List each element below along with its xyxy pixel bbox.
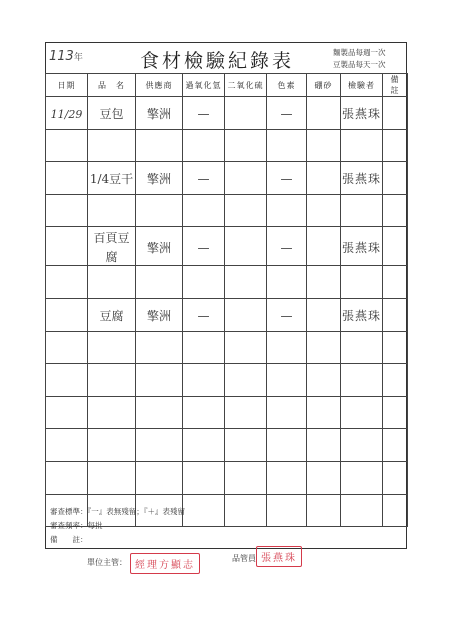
cell-borax	[307, 364, 341, 397]
cell-date	[46, 162, 88, 195]
cell-pigment	[267, 331, 307, 364]
cell-so2	[225, 129, 267, 162]
cell-pigment	[267, 129, 307, 162]
cell-item	[88, 129, 136, 162]
column-header-date: 日期	[46, 74, 88, 97]
cell-borax	[307, 162, 341, 195]
cell-remark	[383, 396, 408, 429]
table-row	[46, 266, 408, 299]
cell-borax	[307, 298, 341, 331]
cell-inspector	[341, 396, 383, 429]
cell-remark	[383, 364, 408, 397]
cell-pigment	[267, 396, 307, 429]
cell-supplier	[136, 194, 183, 227]
cell-remark	[383, 97, 408, 130]
cell-pigment	[267, 298, 307, 331]
cell-value-item: 豆包	[99, 107, 124, 122]
cell-item	[88, 364, 136, 397]
cell-supplier	[136, 97, 183, 130]
cell-h2o2	[183, 227, 225, 266]
cell-inspector	[341, 364, 383, 397]
cell-inspector	[341, 194, 383, 227]
table-row	[46, 97, 408, 130]
cell-item	[88, 266, 136, 299]
table-row	[46, 364, 408, 397]
remark-note: 備 註：	[50, 535, 88, 544]
column-header-remark: 備 註	[383, 74, 408, 97]
cell-borax	[307, 194, 341, 227]
cell-value-pigment: —	[280, 309, 293, 324]
cell-remark	[383, 331, 408, 364]
cell-date	[46, 396, 88, 429]
cell-borax	[307, 429, 341, 462]
unit-head-stamp: 經理方顯志	[130, 553, 200, 574]
cell-so2	[225, 429, 267, 462]
cell-h2o2	[183, 162, 225, 195]
cell-so2	[225, 97, 267, 130]
cell-value-item: 百頁豆腐	[93, 231, 130, 265]
year-value: 113	[49, 49, 74, 64]
cell-remark	[383, 129, 408, 162]
cell-inspector	[341, 494, 383, 527]
cell-date	[46, 461, 88, 494]
cell-pigment	[267, 194, 307, 227]
cell-value-item: 豆腐	[99, 309, 124, 324]
cell-borax	[307, 461, 341, 494]
cell-date	[46, 429, 88, 462]
cell-value-supplier: 擎洲	[146, 240, 171, 255]
table-row	[46, 331, 408, 364]
cell-item	[88, 331, 136, 364]
cell-borax	[307, 227, 341, 266]
table-row	[46, 227, 408, 266]
cell-remark	[383, 494, 408, 527]
cell-supplier	[136, 129, 183, 162]
column-header-h2o2: 過氧化氫	[183, 74, 225, 97]
cell-value-h2o2: —	[197, 309, 210, 324]
cell-inspector	[341, 97, 383, 130]
cell-item	[88, 429, 136, 462]
inspection-table	[45, 73, 408, 527]
cell-so2	[225, 298, 267, 331]
cell-borax	[307, 266, 341, 299]
cell-value-pigment: —	[280, 172, 293, 187]
cell-so2	[225, 331, 267, 364]
cell-supplier	[136, 429, 183, 462]
cell-pigment	[267, 494, 307, 527]
table-row	[46, 162, 408, 195]
cell-value-date: 11/29	[50, 108, 83, 122]
unit-head-label: 單位主管：	[87, 558, 127, 567]
cell-borax	[307, 331, 341, 364]
cell-date	[46, 364, 88, 397]
table-row	[46, 129, 408, 162]
cell-h2o2	[183, 396, 225, 429]
cell-value-inspector: 張燕珠	[341, 240, 381, 255]
cell-so2	[225, 266, 267, 299]
cell-inspector	[341, 429, 383, 462]
cell-supplier	[136, 266, 183, 299]
column-header-item: 品 名	[88, 74, 136, 97]
cell-remark	[383, 162, 408, 195]
cell-value-h2o2: —	[197, 107, 210, 122]
cell-pigment	[267, 97, 307, 130]
column-header-supplier: 供應商	[136, 74, 183, 97]
cell-h2o2	[183, 461, 225, 494]
column-header-inspector: 檢驗者	[341, 74, 383, 97]
cell-borax	[307, 129, 341, 162]
cell-remark	[383, 461, 408, 494]
table-row	[46, 429, 408, 462]
cell-supplier	[136, 461, 183, 494]
cell-date	[46, 331, 88, 364]
cell-inspector	[341, 266, 383, 299]
cell-item	[88, 162, 136, 195]
cell-item	[88, 227, 136, 266]
cell-inspector	[341, 298, 383, 331]
cell-value-h2o2: —	[197, 172, 210, 187]
table-row	[46, 396, 408, 429]
cell-date	[46, 97, 88, 130]
cell-value-supplier: 擎洲	[146, 309, 171, 324]
cell-remark	[383, 194, 408, 227]
cell-h2o2	[183, 429, 225, 462]
cell-supplier	[136, 162, 183, 195]
manager-stamp: 張燕珠	[256, 546, 302, 567]
cell-inspector	[341, 461, 383, 494]
cell-h2o2	[183, 194, 225, 227]
cell-so2	[225, 396, 267, 429]
cell-date	[46, 129, 88, 162]
cell-remark	[383, 298, 408, 331]
cell-value-inspector: 張燕珠	[341, 309, 381, 324]
table-row	[46, 194, 408, 227]
cell-value-supplier: 擎洲	[146, 107, 171, 122]
cell-item	[88, 396, 136, 429]
cell-value-inspector: 張燕珠	[341, 172, 381, 187]
cell-pigment	[267, 162, 307, 195]
manager-label: 品管員	[232, 554, 256, 563]
cell-item	[88, 97, 136, 130]
cell-item	[88, 298, 136, 331]
cell-supplier	[136, 396, 183, 429]
standard-note: 審查標準：『一』表無殘留；『＋』表殘留	[50, 507, 185, 516]
cell-so2	[225, 461, 267, 494]
cell-borax	[307, 396, 341, 429]
page-title: 食材檢驗紀錄表	[140, 50, 295, 72]
cell-h2o2	[183, 331, 225, 364]
table-header-row	[46, 74, 408, 97]
cell-inspector	[341, 331, 383, 364]
cell-h2o2	[183, 364, 225, 397]
cell-date	[46, 194, 88, 227]
cell-pigment	[267, 364, 307, 397]
note-noodle: 麵製品每週一次	[333, 48, 386, 57]
table-row	[46, 461, 408, 494]
cell-value-pigment: —	[280, 107, 293, 122]
year-suffix: 年	[73, 53, 83, 63]
cell-inspector	[341, 227, 383, 266]
cell-so2	[225, 494, 267, 527]
cell-pigment	[267, 429, 307, 462]
cell-supplier	[136, 227, 183, 266]
cell-so2	[225, 194, 267, 227]
cell-remark	[383, 266, 408, 299]
cell-h2o2	[183, 494, 225, 527]
cell-so2	[225, 227, 267, 266]
cell-item	[88, 461, 136, 494]
frequency-note: 審查頻率：每批	[50, 521, 103, 530]
form-year	[49, 49, 83, 64]
cell-h2o2	[183, 266, 225, 299]
cell-pigment	[267, 461, 307, 494]
cell-h2o2	[183, 97, 225, 130]
cell-borax	[307, 494, 341, 527]
cell-remark	[383, 227, 408, 266]
cell-value-supplier: 擎洲	[146, 172, 171, 187]
cell-supplier	[136, 331, 183, 364]
table-body	[46, 97, 408, 527]
column-header-pigment: 色素	[267, 74, 307, 97]
cell-date	[46, 266, 88, 299]
cell-supplier	[136, 298, 183, 331]
cell-date	[46, 298, 88, 331]
cell-date	[46, 227, 88, 266]
cell-so2	[225, 162, 267, 195]
cell-item	[88, 194, 136, 227]
cell-value-pigment: —	[280, 240, 293, 255]
column-header-borax: 硼砂	[307, 74, 341, 97]
cell-inspector	[341, 129, 383, 162]
cell-value-item: 1/4豆干	[89, 172, 134, 187]
note-tofu: 豆製品每天一次	[333, 60, 386, 69]
column-header-so2: 二氧化硫	[225, 74, 267, 97]
table-row	[46, 298, 408, 331]
cell-remark	[383, 429, 408, 462]
cell-so2	[225, 364, 267, 397]
cell-pigment	[267, 266, 307, 299]
cell-h2o2	[183, 298, 225, 331]
cell-value-h2o2: —	[197, 240, 210, 255]
cell-pigment	[267, 227, 307, 266]
frequency-notes	[333, 47, 386, 71]
cell-borax	[307, 97, 341, 130]
cell-inspector	[341, 162, 383, 195]
cell-h2o2	[183, 129, 225, 162]
cell-value-inspector: 張燕珠	[341, 107, 381, 122]
cell-supplier	[136, 364, 183, 397]
